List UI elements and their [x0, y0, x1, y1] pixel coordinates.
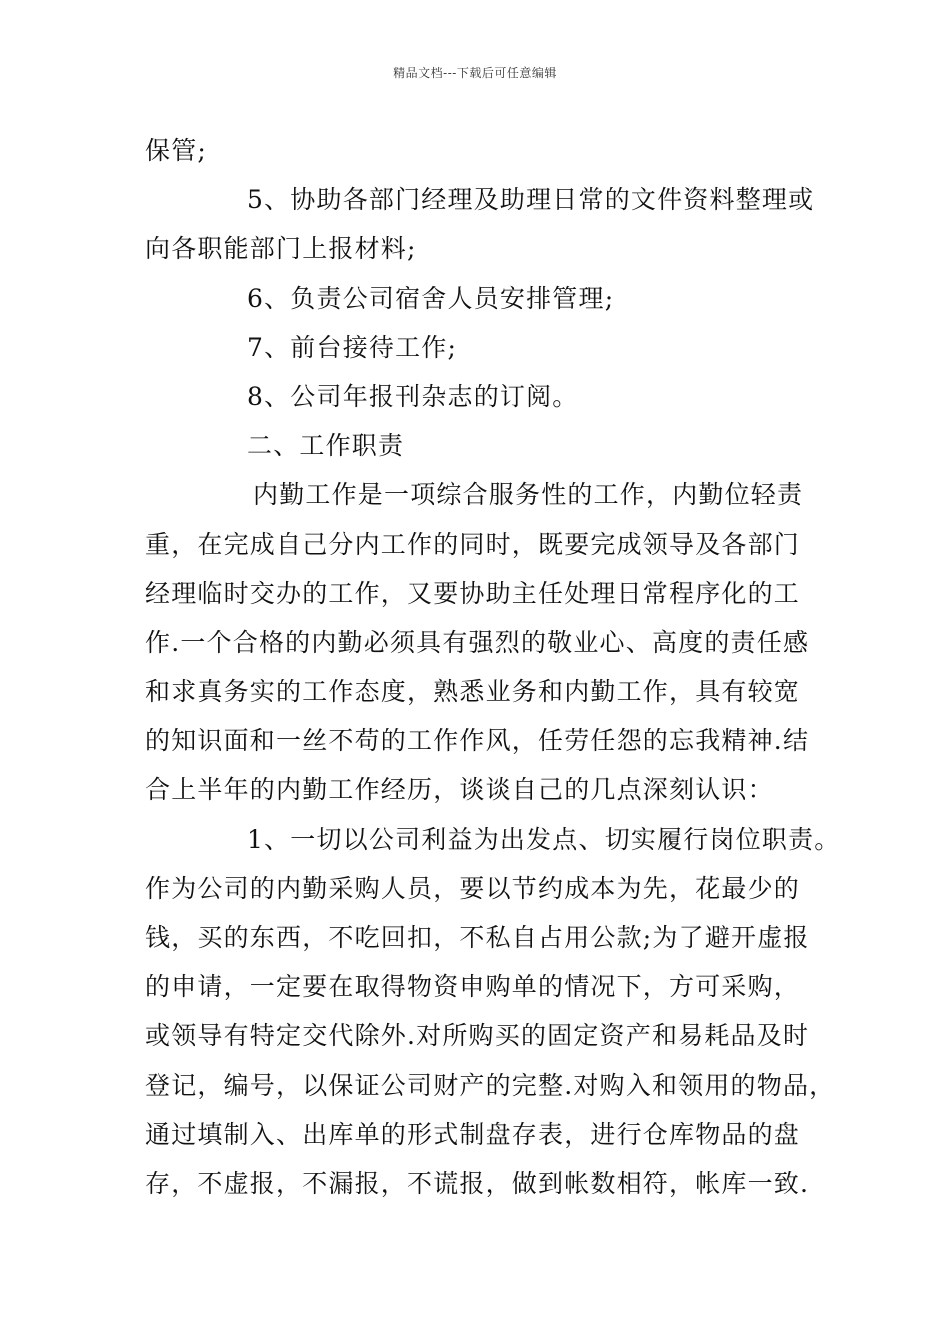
paragraph-line: 6、负责公司宿舍人员安排管理;	[247, 283, 615, 313]
paragraph-line: 向各职能部门上报材料;	[145, 234, 417, 264]
paragraph-line: 存，不虚报，不漏报，不谎报，做到帐数相符，帐库一致.	[145, 1168, 810, 1198]
paragraph-line: 1、一切以公司利益为出发点、切实履行岗位职责。	[247, 824, 841, 854]
paragraph-line: 合上半年的内勤工作经历，谈谈自己的几点深刻认识：	[145, 775, 774, 805]
paragraph-line: 8、公司年报刊杂志的订阅。	[247, 381, 579, 411]
paragraph-line: 7、前台接待工作;	[247, 332, 458, 362]
paragraph-line: 作.一个合格的内勤必须具有强烈的敬业心、高度的责任感	[145, 627, 810, 657]
paragraph-line: 作为公司的内勤采购人员，要以节约成本为先，花最少的	[145, 873, 801, 903]
paragraph-line: 重，在完成自己分内工作的同时，既要完成领导及各部门	[145, 529, 801, 559]
paragraph-line: 5、协助各部门经理及助理日常的文件资料整理或	[247, 185, 815, 215]
paragraph-line: 经理临时交办的工作，又要协助主任处理日常程序化的工	[145, 578, 801, 608]
paragraph-line: 内勤工作是一项综合服务性的工作，内勤位轻责	[253, 480, 804, 510]
paragraph-line: 的申请，一定要在取得物资申购单的情况下，方可采购，	[145, 972, 801, 1002]
paragraph-line: 通过填制入、出库单的形式制盘存表，进行仓库物品的盘	[145, 1119, 801, 1149]
paragraph-line: 钱，买的东西，不吃回扣，不私自占用公款;为了避开虚报	[145, 923, 810, 952]
page-header: 精品文档---下载后可任意编辑	[393, 66, 557, 80]
paragraph-line: 或领导有特定交代除外.对所购买的固定资产和易耗品及时	[145, 1021, 810, 1051]
paragraph-line: 登记，编号，以保证公司财产的完整.对购入和领用的物品，	[145, 1070, 836, 1100]
document-body	[145, 126, 841, 1208]
paragraph-line: 保管;	[145, 136, 208, 165]
paragraph-line: 和求真务实的工作态度，熟悉业务和内勤工作，具有较宽	[145, 677, 801, 707]
section-heading: 二、工作职责	[247, 431, 405, 461]
paragraph-line: 的知识面和一丝不苟的工作作风，任劳任怨的忘我精神.结	[145, 726, 810, 756]
